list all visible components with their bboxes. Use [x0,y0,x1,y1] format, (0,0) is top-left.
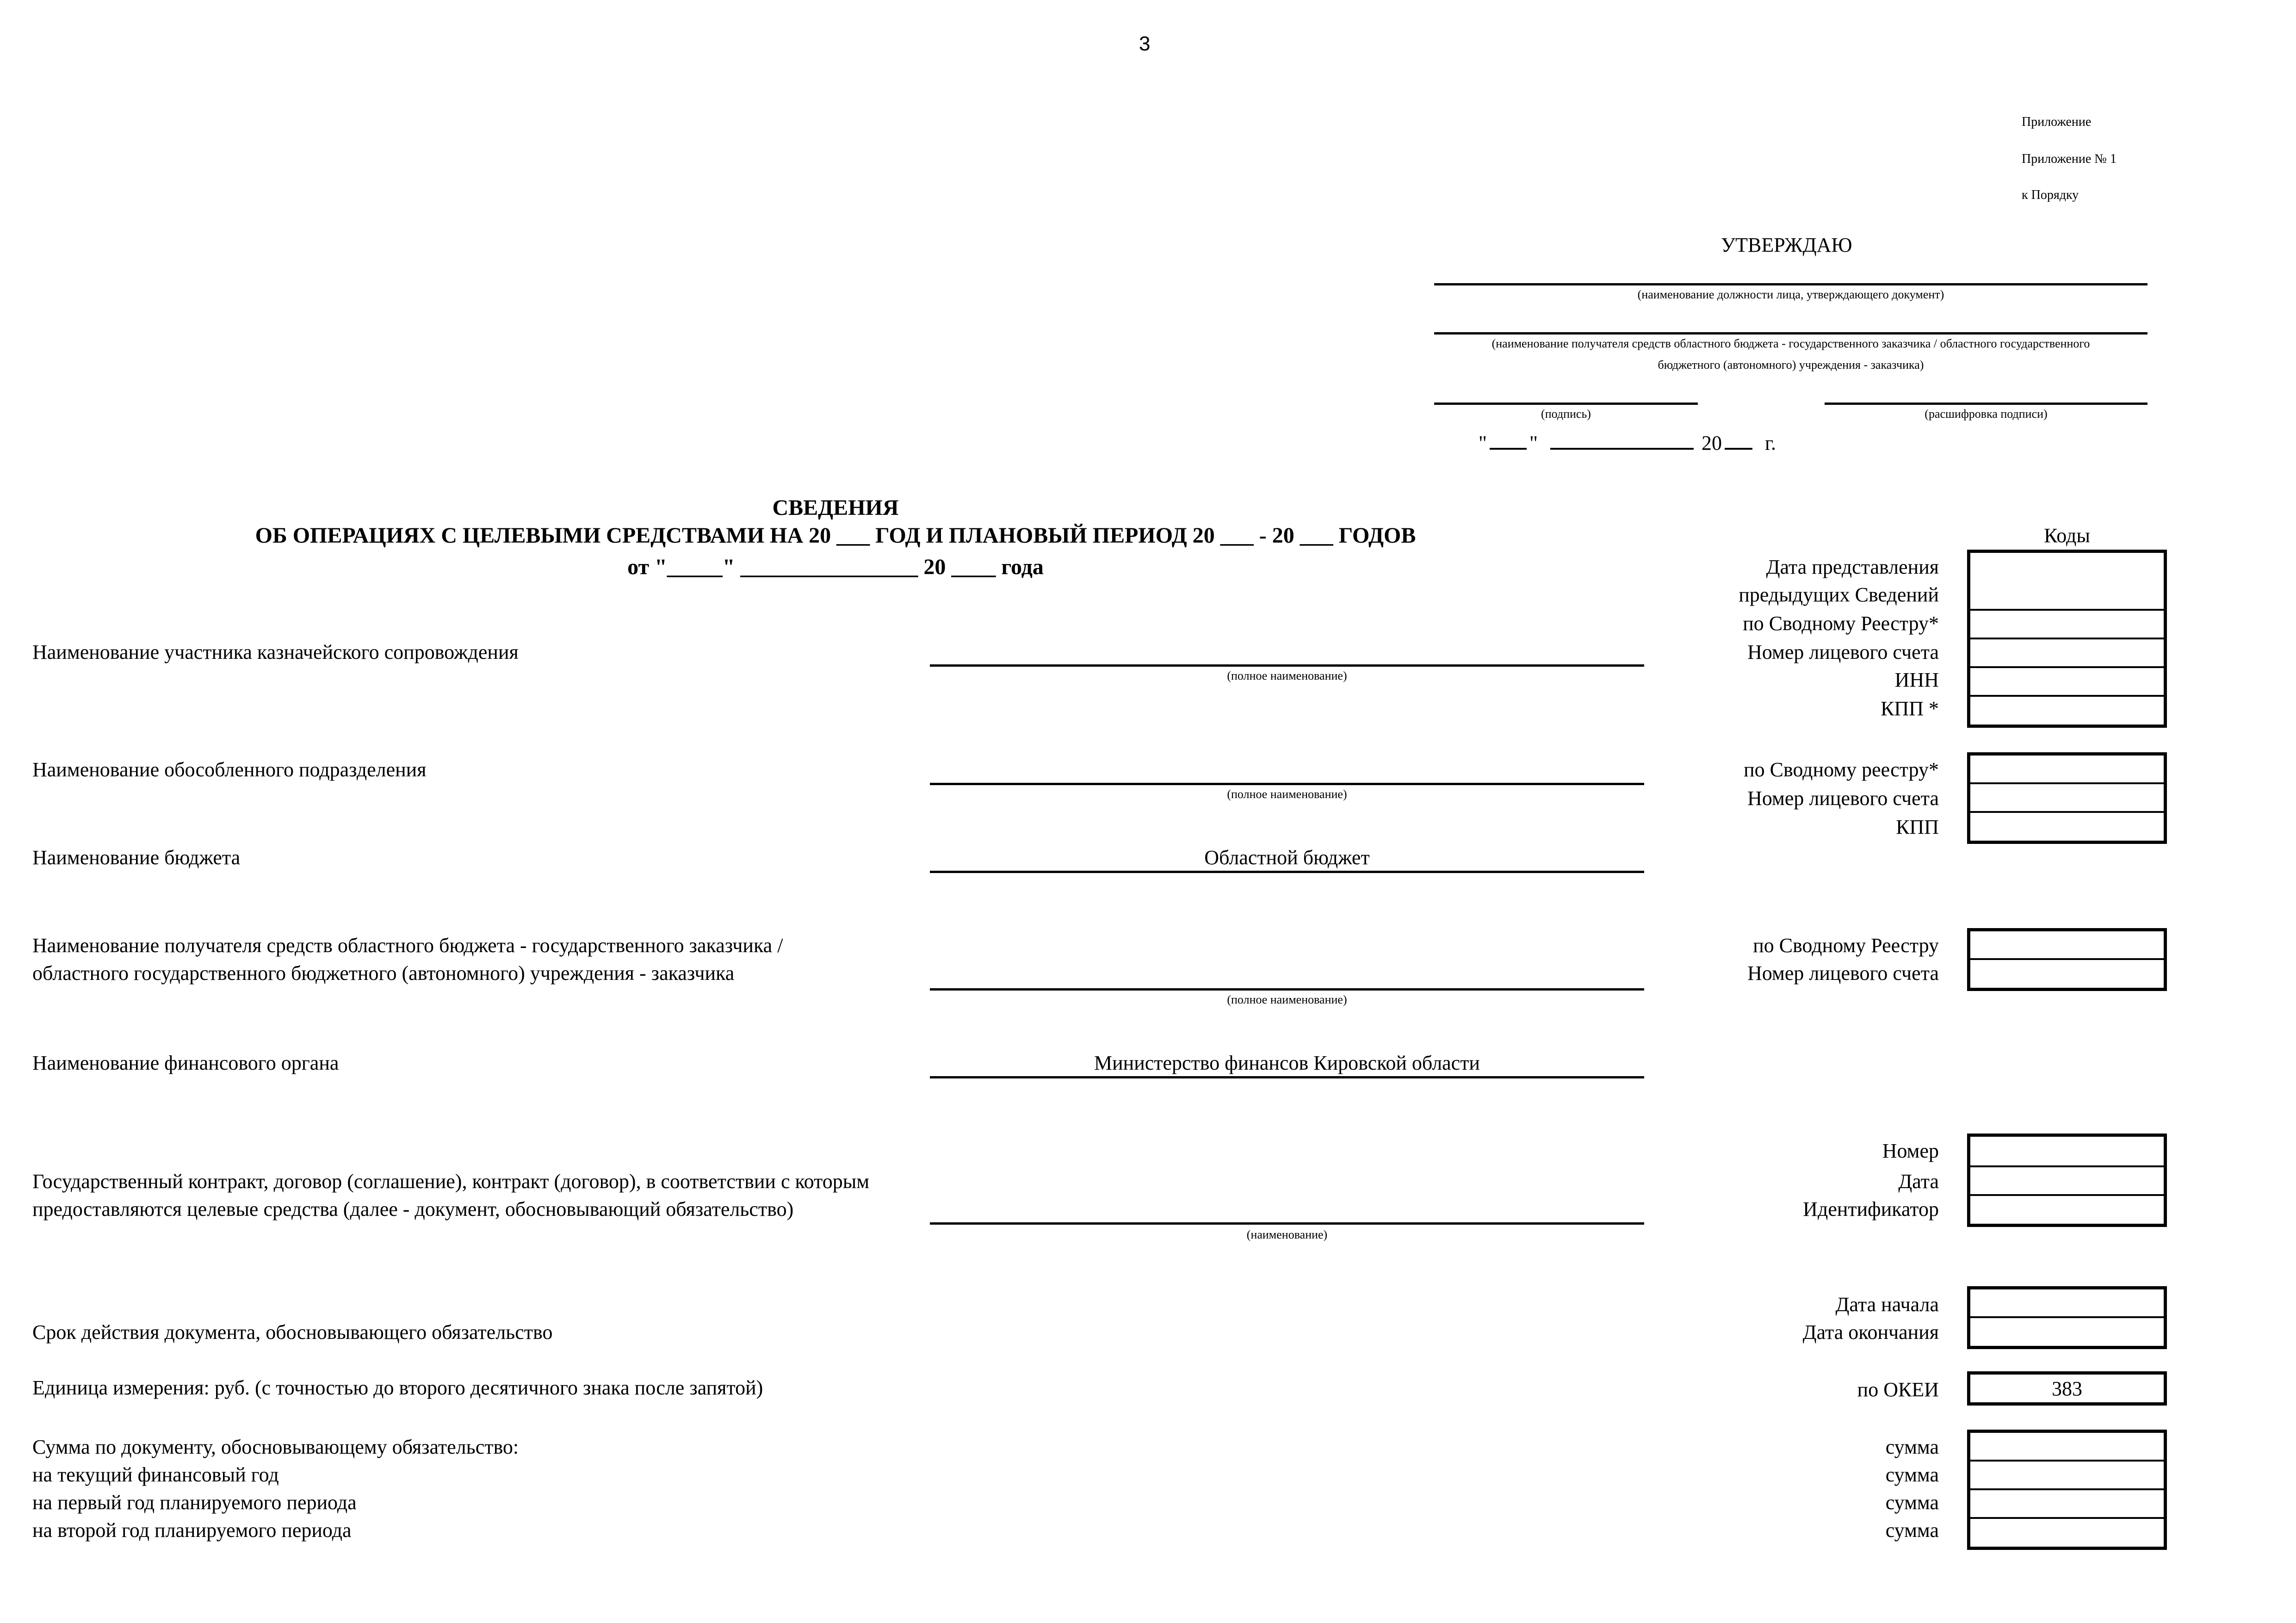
sum-current-label: на текущий финансовый год [32,1463,279,1486]
codes-heading: Коды [2044,524,2090,547]
sum-code-label-3: сумма [1885,1491,1939,1514]
okei-label: по ОКЕИ [1857,1378,1939,1401]
code-cell-sum-4[interactable] [1970,1519,2164,1547]
budget-line [930,871,1644,873]
code-cell-start-date[interactable] [1970,1289,2164,1318]
subdivision-line [930,783,1644,785]
code-cell-end-date[interactable] [1970,1318,2164,1346]
date-year: 20 [1701,432,1722,454]
signature-caption: (подпись) [1541,407,1591,421]
code-cell-kpp-2[interactable] [1970,813,2164,841]
date-month-blank [1550,432,1694,450]
svod-reestr-label-2: по Сводному реестру* [1744,758,1939,781]
code-cell-prev-date[interactable] [1970,553,2164,611]
decoding-line [1825,403,2147,405]
account-label-3: Номер лицевого счета [1747,962,1939,985]
recipient-caption-1: (наименование получателя средств областного бюджета - государственного заказчика / областного государственного [1491,337,2090,350]
doc-title-1: СВЕДЕНИЯ [772,496,899,520]
code-cell-svod-reestr[interactable] [1970,611,2164,639]
contract-label-1: Государственный контракт, договор (соглашение), контракт (договор), в соответствии с которым [32,1170,870,1193]
date-quote-close: " [1529,432,1538,454]
code-cell-date[interactable] [1970,1167,2164,1196]
code-cell-account-3[interactable] [1970,960,2164,988]
prev-date-label-1: Дата представления [1766,556,1939,578]
date-label: Дата [1898,1170,1939,1193]
codes-box-okei [1967,1371,2167,1406]
recipient-line [1434,332,2147,335]
subdivision-caption: (полное наименование) [1227,787,1347,801]
contract-label-2: предоставляются целевые средства (далее - документ, обосновывающий обязательство) [32,1198,794,1220]
participant-caption: (полное наименование) [1227,669,1347,682]
start-date-label: Дата начала [1835,1293,1939,1316]
code-cell-account-2[interactable] [1970,784,2164,813]
code-cell-identifier[interactable] [1970,1196,2164,1224]
sum-heading: Сумма по документу, обосновывающему обязательство: [32,1436,519,1458]
prev-date-label-2: предыдущих Сведений [1739,583,1939,606]
code-cell-svod-reestr-2[interactable] [1970,756,2164,784]
kpp-label-1: КПП * [1881,697,1939,720]
codes-box-sums [1967,1430,2167,1550]
inn-label: ИНН [1894,669,1939,691]
recipient-line-main [930,988,1644,991]
codes-box-contract [1967,1134,2167,1227]
appendix-order: к Порядку [2022,188,2079,202]
code-cell-kpp[interactable] [1970,697,2164,725]
fin-organ-value: Министерство финансов Кировской области [1094,1052,1480,1074]
account-label-1: Номер лицевого счета [1747,641,1939,663]
kpp-label-2: КПП [1896,816,1939,838]
sum-second-label: на второй год планируемого периода [32,1519,352,1542]
sum-code-label-4: сумма [1885,1519,1939,1542]
budget-value: Областной бюджет [1204,846,1370,869]
code-cell-sum-1[interactable] [1970,1433,2164,1462]
codes-box-participant [1967,550,2167,728]
svod-reestr-label-3: по Сводному Реестру [1753,934,1939,957]
subdivision-label: Наименование обособленного подразделения [32,758,427,781]
date-quote-open: " [1479,432,1487,454]
fin-organ-label: Наименование финансового органа [32,1052,339,1074]
contract-caption: (наименование) [1246,1228,1328,1241]
approval-date [1479,432,1776,453]
term-label: Срок действия документа, обосновывающего обязательство [32,1321,553,1344]
sum-code-label-2: сумма [1885,1463,1939,1486]
recipient-caption: (полное наименование) [1227,993,1347,1006]
unit-label: Единица измерения: руб. (с точностью до второго десятичного знака после запятой) [32,1376,763,1399]
page-number: 3 [1139,32,1151,55]
participant-label: Наименование участника казначейского сопровождения [32,641,519,663]
svod-reestr-label-1: по Сводному Реестру* [1743,612,1939,635]
appendix-number: Приложение № 1 [2022,153,2117,166]
identifier-label: Идентификатор [1803,1198,1939,1220]
budget-label: Наименование бюджета [32,846,241,869]
doc-title-2: ОБ ОПЕРАЦИЯХ С ЦЕЛЕВЫМИ СРЕДСТВАМИ НА 20 ___ ГОД И ПЛАНОВЫЙ ПЕРИОД 20 ___ - 20 ___ ГОДОВ [255,523,1416,548]
number-label: Номер [1882,1140,1939,1162]
code-cell-sum-3[interactable] [1970,1490,2164,1519]
code-cell-sum-2[interactable] [1970,1462,2164,1490]
recipient-label-1: Наименование получателя средств областного бюджета - государственного заказчика / [32,934,783,957]
code-cell-account[interactable] [1970,639,2164,668]
end-date-label: Дата окончания [1802,1321,1939,1344]
fin-organ-line [930,1076,1644,1078]
date-suffix: г. [1764,432,1776,454]
code-cell-okei: 383 [2052,1377,2082,1400]
code-cell-svod-reestr-3[interactable] [1970,931,2164,960]
recipient-caption-2: бюджетного (автономного) учреждения - заказчика) [1658,358,1924,372]
appendix-number-wrap [2022,153,2148,166]
date-year-blank [1725,432,1752,450]
account-label-2: Номер лицевого счета [1747,787,1939,810]
decoding-caption: (расшифровка подписи) [1925,407,2048,421]
appendix-label: Приложение [2022,115,2092,129]
position-caption: (наименование должности лица, утверждающего документ) [1637,288,1944,301]
participant-line [930,664,1644,667]
doc-title-3: от "_____" ________________ 20 ____ года [627,555,1044,579]
code-cell-inn[interactable] [1970,668,2164,697]
codes-box-term [1967,1286,2167,1349]
codes-box-recipient [1967,928,2167,991]
approval-heading: УТВЕРЖДАЮ [1721,234,1852,256]
contract-line [930,1222,1644,1225]
recipient-label-2: областного государственного бюджетного (автономного) учреждения - заказчика [32,962,735,985]
code-cell-number[interactable] [1970,1137,2164,1167]
codes-box-subdivision [1967,752,2167,844]
sum-first-label: на первый год планируемого периода [32,1491,357,1514]
position-line [1434,283,2147,285]
signature-line [1434,403,1698,405]
sum-code-label-1: сумма [1885,1436,1939,1458]
date-day-blank [1490,432,1527,450]
